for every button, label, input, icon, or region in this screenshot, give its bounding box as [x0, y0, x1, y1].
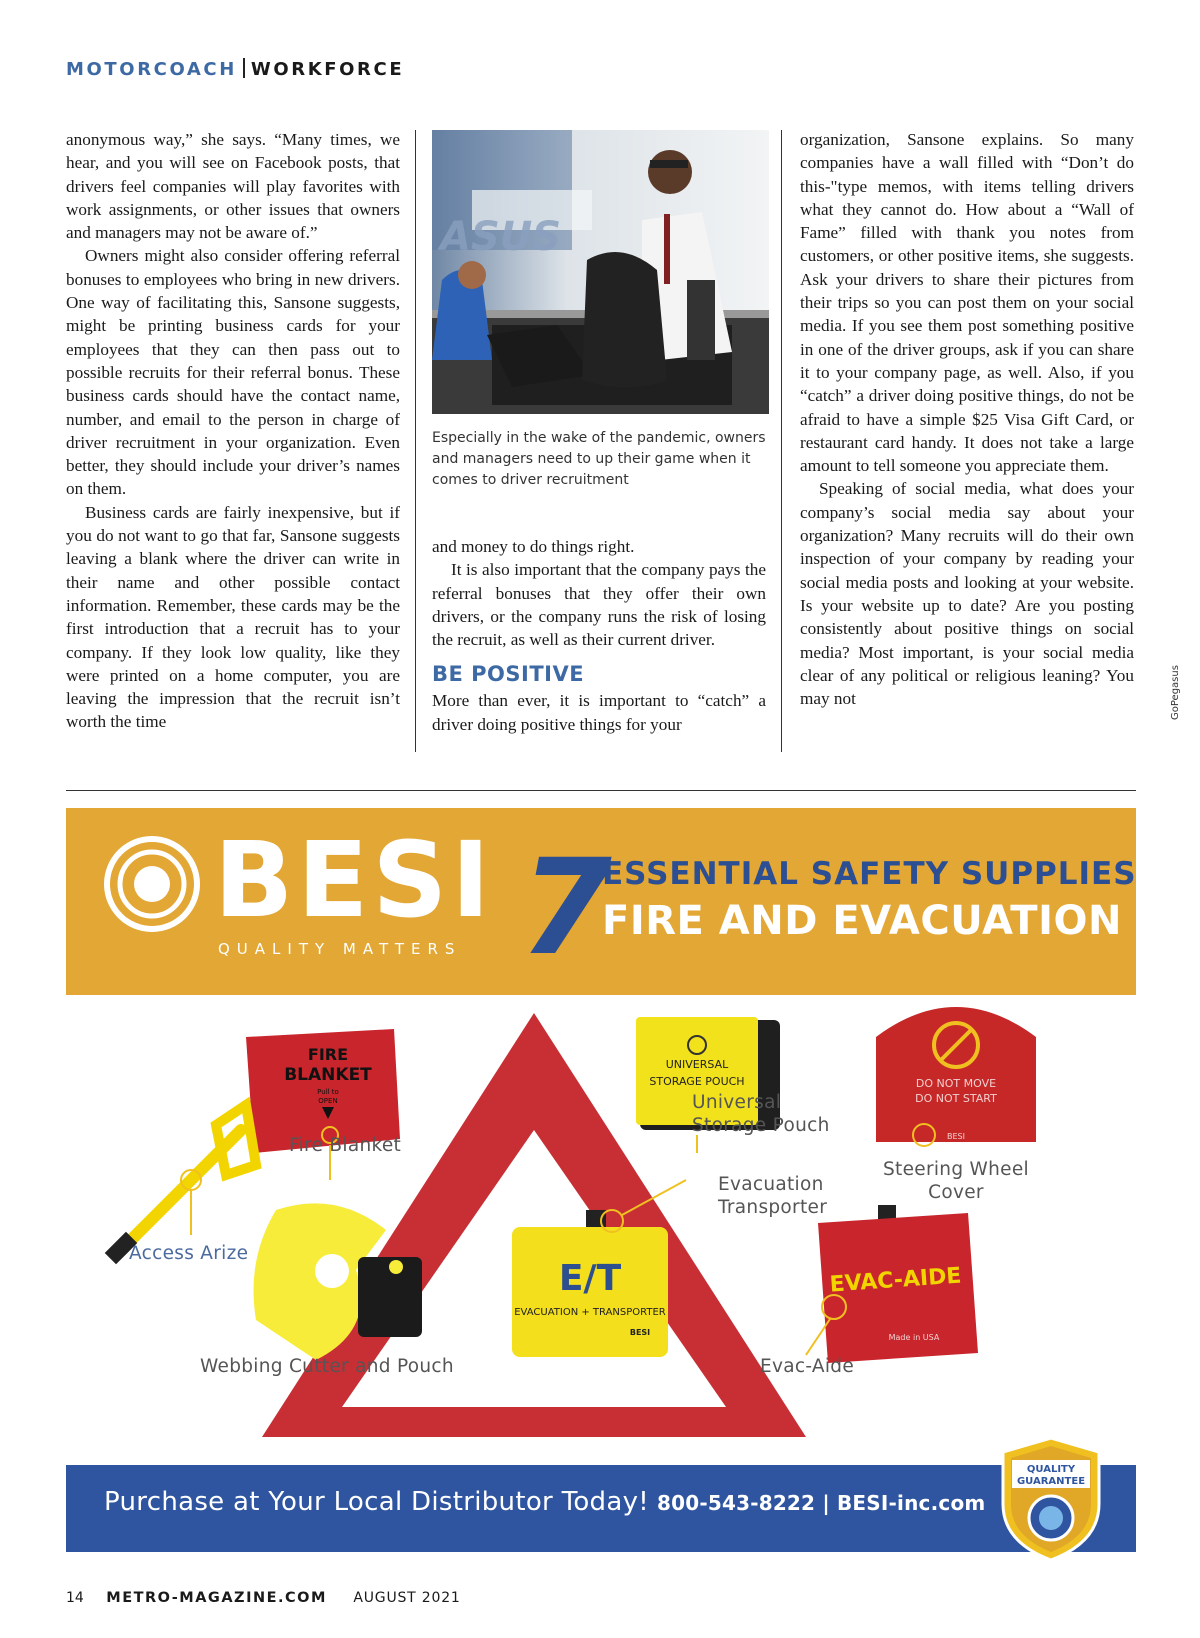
paragraph: More than ever, it is important to “catch” a driver doing positive things for your: [432, 691, 766, 734]
besi-logo-icon: [104, 836, 200, 932]
svg-text:GUARANTEE: GUARANTEE: [1016, 1476, 1086, 1487]
label-fire-blanket: Fire Blanket: [289, 1135, 402, 1156]
paragraph: Owners might also consider offering referral bonuses to employees who bring in new drivers. One way of facilitating this, Sansone suggests, might be printing business cards for your employees that they can then pass out to possible recruits for their referral bonus. These business cards should have the contact name, number, and email to the person in charge of driver recruitment in your organization. Even better, they should include your driver’s names on them.: [66, 246, 400, 499]
svg-text:E/T: E/T: [558, 1258, 622, 1299]
svg-text:DO NOT START: DO NOT START: [915, 1092, 997, 1105]
label-evacuation-transporter: Evacuation Transporter: [718, 1174, 828, 1218]
header-separator: [243, 58, 245, 78]
section-divider: [66, 790, 1136, 791]
paragraph: and money to do things right.: [432, 537, 635, 556]
ad-contact: 800-543-8222 | BESI-inc.com: [657, 1491, 986, 1515]
subheading: BE POSITIVE: [432, 662, 585, 687]
besi-advertisement[interactable]: [66, 808, 1136, 1552]
svg-text:BESI: BESI: [947, 1132, 965, 1141]
paragraph: Business cards are fairly inexpensive, but if you do not want to go that far, Sansone suggests leaving a blank where the driver can write in their name and other possible contact information. Remember, these cards may be the first introduction that a recruit has to your company. If they look low quality, like they were printed on a home computer, you are leaving the impression that the recruit isn’t worth the time: [66, 502, 400, 732]
photo-caption: Especially in the wake of the pandemic, owners and managers need to up their game when it comes to driver recruitment: [432, 430, 766, 488]
ad-banner: [66, 808, 1136, 995]
page-number: 14: [66, 1590, 84, 1606]
label-storage-pouch: Universal Storage Pouch: [692, 1092, 830, 1136]
svg-text:EVAC-AIDE: EVAC-AIDE: [828, 1263, 963, 1298]
access-arize-icon: [105, 1105, 256, 1264]
ad-footer: [66, 1465, 1136, 1552]
bus-loading-photo: [432, 130, 769, 414]
article-column-1: [66, 128, 400, 752]
svg-text:QUALITY: QUALITY: [1026, 1464, 1076, 1475]
ad-number: 7: [520, 831, 612, 985]
ad-headline: ESSENTIAL SAFETY SUPPLIES: [602, 856, 1137, 892]
svg-text:STORAGE POUCH: STORAGE POUCH: [649, 1075, 745, 1088]
product-illustration: [66, 995, 1136, 1465]
besi-tagline: QUALITY MATTERS: [218, 940, 462, 958]
label-evac-aide: Evac-Aide: [760, 1356, 855, 1377]
products-graphic: [66, 995, 1136, 1465]
label-access-arize: Access Arize: [129, 1243, 249, 1264]
article-photo: [432, 130, 769, 414]
webbing-cutter-icon: [254, 1203, 423, 1360]
column-divider: [415, 130, 416, 752]
svg-text:Made in USA: Made in USA: [888, 1333, 940, 1342]
paragraph: Speaking of social media, what does your company’s social media say about your organization? Many recruits will do their own inspection of your company by reading your social media posts and looking at your website. Is your website up to date? Are you posting consistently about positive things on social media? Most important, is your social media clear of any political or religious leaning? You may not: [800, 479, 1134, 709]
svg-text:BLANKET: BLANKET: [284, 1065, 372, 1085]
column-divider: [781, 130, 782, 752]
ad-subheadline: FIRE AND EVACUATION: [602, 898, 1122, 944]
article-column-3: [800, 128, 1134, 752]
besi-logo-text: BESI: [214, 819, 494, 941]
svg-text:BESI: BESI: [629, 1328, 651, 1337]
svg-text:FIRE: FIRE: [307, 1045, 349, 1064]
svg-text:UNIVERSAL: UNIVERSAL: [665, 1058, 729, 1071]
steering-wheel-cover-icon: [876, 1007, 1036, 1146]
evac-aide-icon: [806, 1205, 978, 1363]
page-footer: [66, 1590, 461, 1610]
svg-text:DO NOT MOVE: DO NOT MOVE: [915, 1077, 997, 1090]
quality-guarantee-badge-icon: [998, 1434, 1104, 1564]
paragraph: It is also important that the company pays the referral bonuses that they offer their own drivers, or the company runs the risk of losing the recruit, as well as their current driver.: [432, 560, 766, 650]
svg-text:Pull to: Pull to: [317, 1088, 339, 1096]
article-column-2: [432, 535, 766, 755]
section-header: [66, 58, 404, 82]
subsection-name: WORKFORCE: [250, 59, 405, 80]
bus-logo-text: ASUS: [440, 214, 562, 260]
paragraph: anonymous way,” she says. “Many times, we hear, and you will see on Facebook posts, that drivers feel companies will play favorites with work assignments, or other issues that owners and managers may not be aware of.”: [66, 130, 400, 243]
section-name: MOTORCOACH: [66, 59, 237, 80]
photo-credit: GoPegasus: [1170, 665, 1181, 720]
svg-text:OPEN: OPEN: [318, 1097, 338, 1105]
label-steering-wheel-cover: Steering Wheel Cover: [883, 1159, 1029, 1203]
magazine-site[interactable]: METRO-MAGAZINE.COM: [106, 1590, 327, 1606]
paragraph: organization, Sansone explains. So many companies have a wall filled with “Don’t do this-"type memos, with items telling drivers what they cannot do. How about a “Wall of Fame” filled with thank you notes from customers, or other positive items, she suggests. Ask your drivers to share their pictures from their trips so you can post them on your social media. If you see them post something positive in one of the driver groups, ask if you can share it to your company page, as well. Also, if you “catch” a driver doing positive things, do not be afraid to have a simple $25 Visa Gift Card, or restaurant card handy. It does not take a large amount to tell someone you appreciate them.: [800, 130, 1134, 476]
ad-call-to-action[interactable]: Purchase at Your Local Distributor Today! 800-543-8222 | BESI-inc.com: [104, 1487, 986, 1517]
fire-blanket-icon: [246, 1029, 400, 1180]
label-webbing-cutter: Webbing Cutter and Pouch: [200, 1356, 454, 1377]
issue-date: AUGUST 2021: [353, 1590, 461, 1606]
svg-text:EVACUATION + TRANSPORTER: EVACUATION + TRANSPORTER: [514, 1307, 666, 1318]
